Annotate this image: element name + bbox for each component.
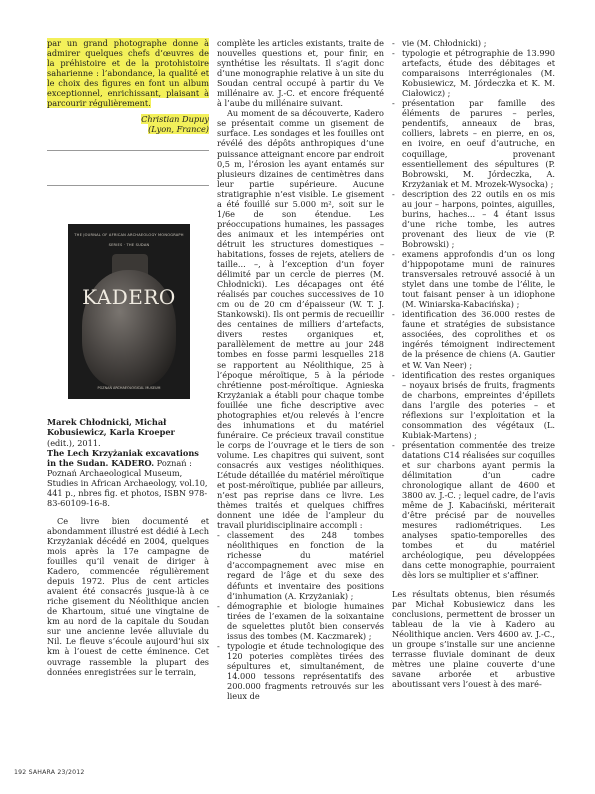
book-edit-year: (edit.), 2011. — [47, 437, 101, 448]
list-item: - examens approfondis d’un os long d’hippopotame muni de rainures transversales retrouvé associé à un stylet dans une tombe de l’élite, le tout faisant penser à un idiophone (M. Winiarska-Kabacińska) ; — [392, 249, 555, 309]
review-author-place: (Lyon, France) — [148, 124, 209, 135]
list-item: - vie (M. Chłodnicki) ; — [392, 38, 555, 48]
list-item: - identification des restes organiques – noyaux brisés de fruits, fragments de charbons, empreintes d’épillets dans l’argile des poteries – et réflexions sur l’exploitation et la consommation des végétaux (L. Kubiak-Martens) ; — [392, 370, 555, 440]
list-item: - présentation commentée des treize datations C14 réalisées sur coquilles et sur charbons ayant permis la délimitation d’un cadre chronologique allant de 4600 et 3800 av. J.-C. ; lequel cadre, de l’avis même de J. Kabaciński, mériterait d’être précisé par de nouvelles mesures radiométriques. Les analyses spatio-temporelles des tombes et du matériel archéologique, peu développées dans cette monographie, pourraient dès lors se multiplier et s’affiner. — [392, 440, 555, 581]
column-1 — [47, 38, 209, 677]
topic-list — [217, 530, 384, 701]
review-author-name: Christian Dupuy — [141, 114, 209, 125]
list-item: - démographie et biologie humaines tirées de l’examen de la soixantaine de squelettes plutôt bien conservés issus des tombes (M. Kaczmarek) ; — [217, 601, 384, 641]
book-details: Poznań : Poznań Archaeological Museum, Studies in African Archaeology, vol.10, 441 p., nbres fig. et photos, ISBN 978-83-60109-16-8. — [47, 457, 208, 508]
review-quote — [47, 38, 209, 108]
review-paragraph: complète les articles existants, traite de nouvelles questions et, pour finir, en synthétise les résultats. Il s’agit donc d’une monographie relative à un site du Soudan central occupé à partir du Ve millénaire av. J.-C. et encore fréquenté à l’aube du millénaire suivant. — [217, 38, 384, 109]
book-authors: Marek Chłodnicki, Michał Kobusiewicz, Karla Kroeper — [47, 417, 175, 438]
list-item: - typologie et pétrographie de 13.990 artefacts, étude des débitages et comparaisons interrégionales (M. Kobusiewicz, M. Jórdeczka et K. M. Ciałowicz) ; — [392, 48, 555, 98]
bibliographic-entry — [47, 417, 209, 507]
list-item: - classement des 248 tombes néolithiques en fonction de la richesse du matériel d’accompagnement avec mise en regard de l’âge et du sexe des défunts et inventaire des positions d’inhumation (A. Krzyżaniak) ; — [217, 530, 384, 600]
book-cover-image — [68, 224, 190, 399]
cover-series-text: THE JOURNAL OF AFRICAN ARCHAEOLOGY MONOGRAPH SERIES · THE SUDAN — [74, 233, 184, 248]
list-item: - identification des 36.000 restes de faune et stratégies de subsistance associées, des coprolithes et os ingérés témoignent indirectement de la présence de chiens (A. Gautier et W. Van Neer) ; — [392, 309, 555, 369]
list-item: - présentation par famille des éléments de parures – perles, pendentifs, anneaux de bras, colliers, labrets – en pierre, en os, en ivoire, en oeuf d’autruche, en coquillage, provenant essentiellement des sépultures (P. Bobrowski, M. Jórdeczka, A. Krzyżaniak et M. Mrozek-Wysocka) ; — [392, 98, 555, 188]
column-2 — [217, 38, 384, 701]
list-item: - typologie et étude technologique des 120 poteries complètes tirées des sépultures et, simultanément, de 14.000 tessons représentatifs des 200.000 fragments retrouvés sur les lieux de — [217, 641, 384, 701]
review-paragraph: Les résultats obtenus, bien résumés par Michał Kobusiewicz dans les conclusions, permettent de brosser un tableau de la vie à Kadero au Néolithique ancien. Vers 4600 av. J.-C., un groupe s’installe sur une ancienne terrasse fluviale dominant de deux mètres une plaine couverte d’une savane arborée et arbustive aboutissant vers l’ouest à des maré- — [392, 588, 555, 689]
divider — [47, 185, 209, 186]
divider — [47, 150, 209, 151]
list-item: - description des 22 outils en os mis au jour – harpons, pointes, aiguilles, burins, haches... – 4 étant issus d’une riche tombe, les autres provenant des lieux de vie (P. Bobrowski) ; — [392, 189, 555, 249]
cover-publisher: POZNAŃ ARCHAEOLOGICAL MUSEUM — [97, 386, 161, 391]
review-paragraph: Ce livre bien documenté et abondamment illustré est dédié à Lech Krzyżaniak décédé en 2004, quelques mois après la 17e campagne de fouilles qu’il venait de diriger à Kadero, commencée régulièrement depuis 1972. Plus de cent articles avaient été consacrés jusque-là à ce riche gisement du Néolithique ancien de Khartoum, situé une vingtaine de km au nord de la capitale du Soudan sur une ancienne levée alluviale du Nil. Le fleuve s’écoule aujourd’hui six km à l’ouest de cette éminence. Cet ouvrage rassemble la plupart des données enregistrées sur le terrain, — [47, 515, 209, 677]
page-footer: 192 SAHARA 23/2012 — [14, 769, 85, 776]
topic-list — [392, 38, 555, 581]
review-paragraph: Au moment de sa découverte, Kadero se présentait comme un gisement de surface. Les sondages et les fouilles ont révélé des dépôts anthropiques d’une puissance atteignant encore par endroit 0,5 m, l’érosion les ayant entamés sur plusieurs dizaines de centimètres dans leur partie supérieure. Aucune stratigraphie n’est visible. Le gisement a été fouillé sur 5.000 m², soit sur le 1/6e de son étendue. Les préoccupations humaines, les passages des animaux et les intempéries ont détruit les structures domestiques – habitations, fosses de rejets, ateliers de taille... –, à l’exception d’un foyer délimité par un cercle de pierres (M. Chłodnicki). Les décapages ont été réalisés par couches successives de 10 cm ou de 20 cm d’épaisseur (W. T. J. Stankowski). Ils ont permis de recueillir des centaines de milliers d’artefacts, divers restes organiques et, parallèlement de mettre au jour 248 tombes en fosse parmi lesquelles 218 se rapportent au Néolithique, 25 à l’époque méroïtique, 5 à la période chrétienne post-méroïtique. Agnieska Krzyżaniak a établi pour chaque tombe fouillée une fiche descriptive avec photographies et/ou relevés à l’encre des inhumations et du matériel funéraire. Ce précieux travail constitue le corps de l’ouvrage et le tiers de son volume. Les chapitres qui suivent, sont consacrés aux vestiges néolithiques. L’étude détaillée du matériel méroïtique et post-méroïtique, publiée par ailleurs, n’est pas reprise dans ce livre. Les thèmes traités et quelques chiffres donnent une idée de l’ampleur du travail pluridisciplinaire accompli : — [217, 108, 384, 531]
column-3 — [392, 38, 555, 689]
book-title: The Lech Krzyżaniak excavations in the Sudan. KADERO. — [47, 447, 199, 468]
cover-title: KADERO — [82, 285, 176, 310]
highlighted-quote: par un grand photographe donne à admirer quelques chefs d’œuvres de la préhistoire et de la protohistoire saharienne : l’abondance, la qualité et le choix des figures en font un album exceptionnel, enrichissant, plaisant à parcourir régulièrement. — [47, 38, 209, 109]
